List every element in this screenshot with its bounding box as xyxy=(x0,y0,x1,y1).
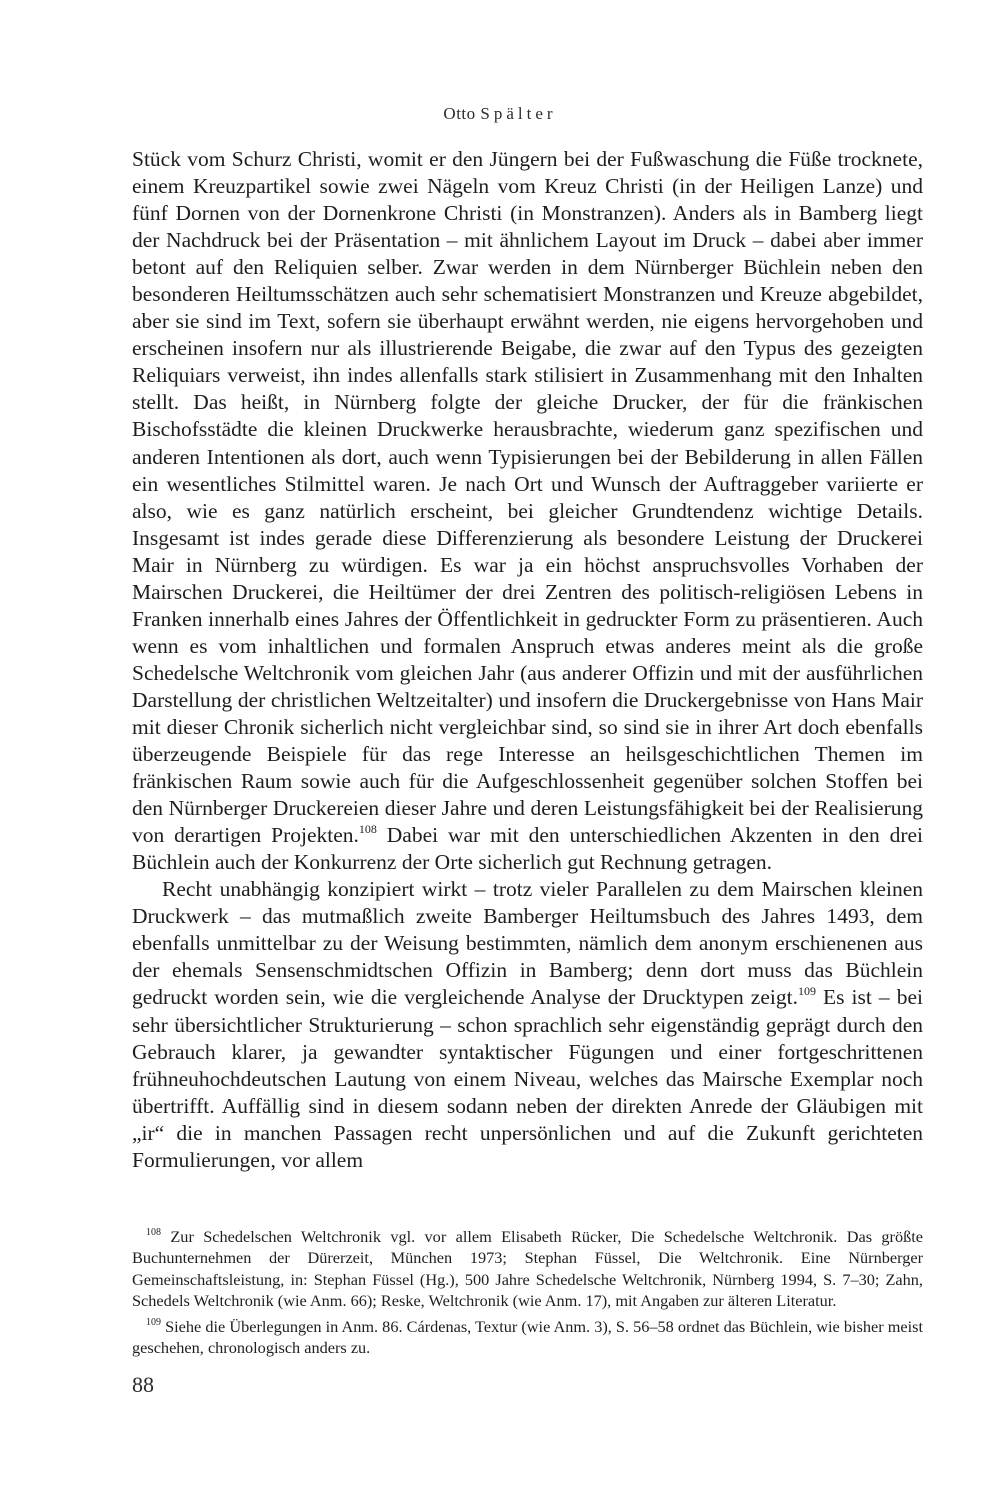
footnote-ref-108[interactable]: 108 xyxy=(358,822,377,837)
footnote-text: Siehe die Überlegungen in Anm. 86. Cárdenas, Textur (wie Anm. 3), S. 56–58 ordnet das Büchlein, wie bisher meist geschehen, chronologisch anders zu. xyxy=(132,1317,924,1358)
page-number: 88 xyxy=(132,1372,154,1397)
paragraph-2-text: Recht unabhängig konzipiert wirkt – trotz vieler Parallelen zu dem Mairschen kleinen Druckwerk – das mutmaßlich zweite Bamberger Heiltumsbuch des Jahres 1493, dem ebenfalls unmittelbar zu der Weisung bestimmten, nämlich dem anonym erschienenen aus der ehemals Sensenschmidtschen Offizin in Bamberg; denn dort muss das Büchlein gedruckt worden sein, wie die vergleichende Analyse der Drucktypen zeigt. xyxy=(132,877,923,1010)
footnote-108 xyxy=(132,1226,923,1311)
footnote-number: 109 xyxy=(146,1316,161,1328)
paragraph-1-text-continued: Dabei war mit den unterschiedlichen Akzenten in den drei Büchlein auch der Konkurrenz der Orte sicherlich gut Rechnung getragen. xyxy=(132,823,923,875)
footnotes xyxy=(132,1226,923,1364)
footnote-number: 108 xyxy=(146,1226,161,1238)
running-head xyxy=(0,104,1000,124)
footnote-109 xyxy=(132,1316,923,1359)
footnote-text: Zur Schedelschen Weltchronik vgl. vor allem Elisabeth Rücker, Die Schedelsche Weltchronik. Das größte Buchunternehmen der Dürerzeit, München 1973; Stephan Füssel, Die Weltchronik. Eine Nürnberger Gemeinschaftsleistung, in: Stephan Füssel (Hg.), 500 Jahre Schedelsche Weltchronik, Nürnberg 1994, S. 7–30; Zahn, Schedels Weltchronik (wie Anm. 66); Reske, Weltchronik (wie Anm. 17), mit Angaben zur älteren Literatur. xyxy=(132,1227,923,1310)
paragraph-2 xyxy=(132,876,923,1174)
running-head-author-first: Otto xyxy=(443,104,476,123)
running-head-author-last: Spälter xyxy=(480,104,557,123)
main-text xyxy=(132,146,923,1174)
paragraph-1 xyxy=(132,146,923,876)
paragraph-2-text-continued: Es ist – bei sehr übersichtlicher Strukturierung – schon sprachlich sehr eigenständig geprägt durch den Gebrauch klarer, ja gewandter syntaktischer Fügungen und einer fortgeschrittenen frühneuhochdeutschen Lautung von einem Niveau, welches das Mairsche Exemplar noch übertrifft. Auffällig sind in diesem sodann neben der direkten Anrede der Gläubigen mit „ir“ die in manchen Passagen recht unpersönlichen und auf die Zukunft gerichteten Formulierungen, vor allem xyxy=(132,985,923,1172)
footnote-ref-109[interactable]: 109 xyxy=(797,984,816,999)
paragraph-1-text: Stück vom Schurz Christi, womit er den Jüngern bei der Fußwaschung die Füße trocknete, einem Kreuzpartikel sowie zwei Nägeln vom Kreuz Christi (in der Heiligen Lanze) und fünf Dornen von der Dornenkrone Christi (in Monstranzen). Anders als in Bamberg liegt der Nachdruck bei der Präsentation – mit ähnlichem Layout im Druck – dabei aber immer betont auf den Reliquien selber. Zwar werden in dem Nürnberger Büchlein neben den besonderen Heiltumsschätzen auch sehr schematisiert Monstranzen und Kreuze abgebildet, aber sie sind im Text, sofern sie überhaupt erwähnt werden, nie eigens hervorgehoben und erscheinen insofern nur als illustrierende Beigabe, die zwar auf den Typus des gezeigten Reliquiars verweist, ihn indes allenfalls stark stilisiert in Zusammenhang mit den Inhalten stellt. Das heißt, in Nürnberg folgte der gleiche Drucker, der für die fränkischen Bischofsstädte die kleinen Druckwerke herausbrachte, wiederum ganz spezifischen und anderen Intentionen als dort, auch wenn Typisierungen bei der Bebilderung in allen Fällen ein wesentliches Stilmittel waren. Je nach Ort und Wunsch der Auftraggeber variierte er also, wie es ganz natürlich erscheint, bei gleicher Grundtendenz wichtige Details. Insgesamt ist indes gerade diese Differenzierung als besondere Leistung der Druckerei Mair in Nürnberg zu würdigen. Es war ja ein höchst anspruchsvolles Vorhaben der Mairschen Druckerei, die Heiltümer der drei Zentren des politisch-religiösen Lebens in Franken innerhalb eines Jahres der Öffentlichkeit in gedruckter Form zu präsentieren. Auch wenn es vom inhaltlichen und formalen Anspruch etwas anderes meint als die große Schedelsche Weltchronik vom gleichen Jahr (aus anderer Offizin und mit der ausführlichen Darstellung der christlichen Weltzeitalter) und insofern die Druckergebnisse von Hans Mair mit dieser Chronik sicherlich nicht vergleichbar sind, so sind sie in ihrer Art doch ebenfalls überzeugende Beispiele für das rege Interesse an heilsgeschichtlichen Themen im fränkischen Raum sowie auch für die Aufgeschlossenheit gegenüber solchen Stoffen bei den Nürnberger Druckereien dieser Jahre und deren Leistungsfähigkeit bei der Realisierung von derartigen Projekten. xyxy=(132,147,923,848)
